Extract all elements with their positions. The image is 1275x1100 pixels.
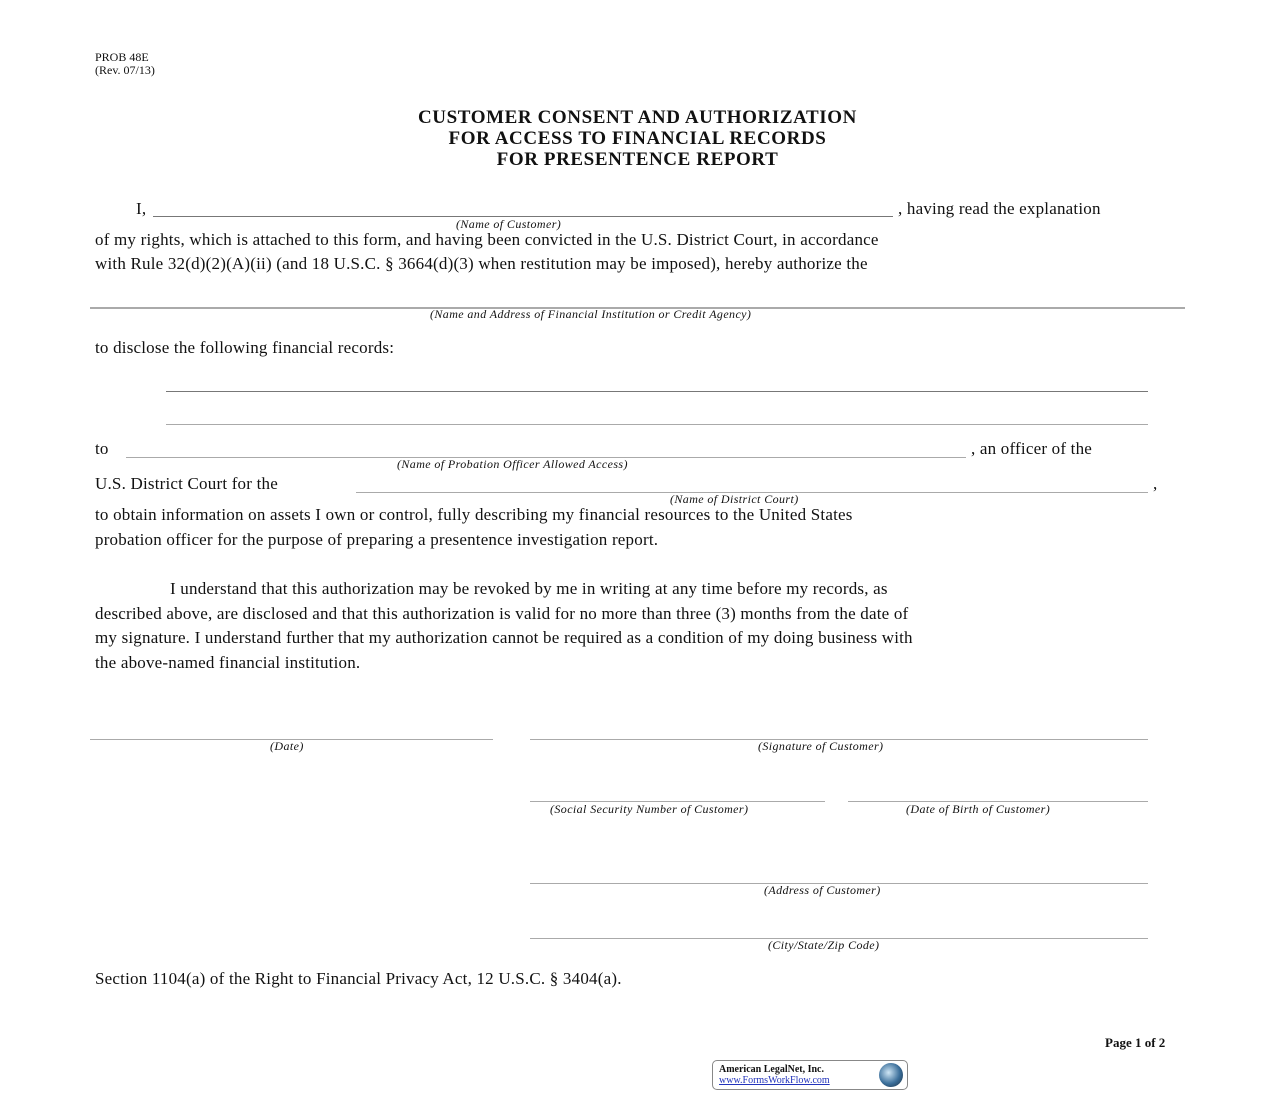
institution-caption: (Name and Address of Financial Institution or Credit Agency) xyxy=(430,307,752,321)
district-court-label: U.S. District Court for the xyxy=(95,474,278,493)
logo-company-name: American LegalNet, Inc. xyxy=(719,1064,824,1075)
statute-citation: Section 1104(a) of the Right to Financial Privacy Act, 12 U.S.C. § 3404(a). xyxy=(95,969,622,988)
para2-line2: described above, are disclosed and that this authorization is valid for no more than three (3) months from the date of xyxy=(95,604,909,623)
records-field-1[interactable] xyxy=(166,372,1148,390)
district-court-field[interactable] xyxy=(356,473,1148,491)
address-field[interactable] xyxy=(530,864,1148,882)
logo-url-link[interactable]: www.FormsWorkFlow.com xyxy=(719,1075,830,1086)
para2-line1: I understand that this authorization may be revoked by me in writing at any time before my records, as xyxy=(170,579,888,598)
customer-name-caption: (Name of Customer) xyxy=(456,217,562,231)
american-legalnet-logo xyxy=(712,1060,908,1090)
disclose-text: to disclose the following financial records: xyxy=(95,338,395,357)
signature-field[interactable] xyxy=(530,720,1148,738)
city-state-zip-field[interactable] xyxy=(530,919,1148,937)
customer-name-field[interactable] xyxy=(153,198,893,216)
para1-line2: of my rights, which is attached to this form, and having been convicted in the U.S. District Court, in accordance xyxy=(95,230,879,249)
having-read-text: , having read the explanation xyxy=(898,199,1101,218)
title-line-3: FOR PRESENTENCE REPORT xyxy=(496,149,779,170)
district-comma: , xyxy=(1153,474,1158,493)
to-label: to xyxy=(95,439,109,458)
signature-caption: (Signature of Customer) xyxy=(758,739,884,753)
records-line-1 xyxy=(166,391,1148,392)
page-number: Page 1 of 2 xyxy=(1105,1035,1166,1050)
para2-line4: the above-named financial institution. xyxy=(95,653,361,672)
district-court-caption: (Name of District Court) xyxy=(670,492,799,506)
ssn-caption: (Social Security Number of Customer) xyxy=(550,802,749,816)
dob-field[interactable] xyxy=(848,782,1148,800)
records-field-2[interactable] xyxy=(166,406,1148,424)
obtain-line-2: probation officer for the purpose of preparing a presentence investigation report. xyxy=(95,530,659,549)
address-caption: (Address of Customer) xyxy=(764,883,881,897)
probation-officer-field[interactable] xyxy=(126,438,966,456)
dob-caption: (Date of Birth of Customer) xyxy=(906,802,1051,816)
city-state-zip-caption: (City/State/Zip Code) xyxy=(768,938,880,952)
records-line-2 xyxy=(166,424,1148,425)
para1-line3: with Rule 32(d)(2)(A)(ii) (and 18 U.S.C. § 3664(d)(3) when restitution may be imposed), hereby authorize the xyxy=(95,254,868,273)
officer-of-text: , an officer of the xyxy=(971,439,1093,458)
title-line-1: CUSTOMER CONSENT AND AUTHORIZATION xyxy=(417,107,857,128)
globe-icon xyxy=(879,1063,903,1087)
probation-officer-caption: (Name of Probation Officer Allowed Access) xyxy=(397,457,628,471)
form-revision: (Rev. 07/13) xyxy=(95,63,155,77)
form-id: PROB 48E xyxy=(95,50,149,64)
date-field[interactable] xyxy=(90,720,493,738)
ssn-field[interactable] xyxy=(530,782,825,800)
obtain-line-1: to obtain information on assets I own or control, fully describing my financial resources to the United States xyxy=(95,505,853,524)
para2-line3: my signature. I understand further that my authorization cannot be required as a condition of my doing business with xyxy=(95,628,913,647)
i-label: I, xyxy=(136,199,147,218)
institution-field[interactable] xyxy=(90,288,1185,306)
title-line-2: FOR ACCESS TO FINANCIAL RECORDS xyxy=(448,128,827,149)
date-caption: (Date) xyxy=(270,739,304,753)
